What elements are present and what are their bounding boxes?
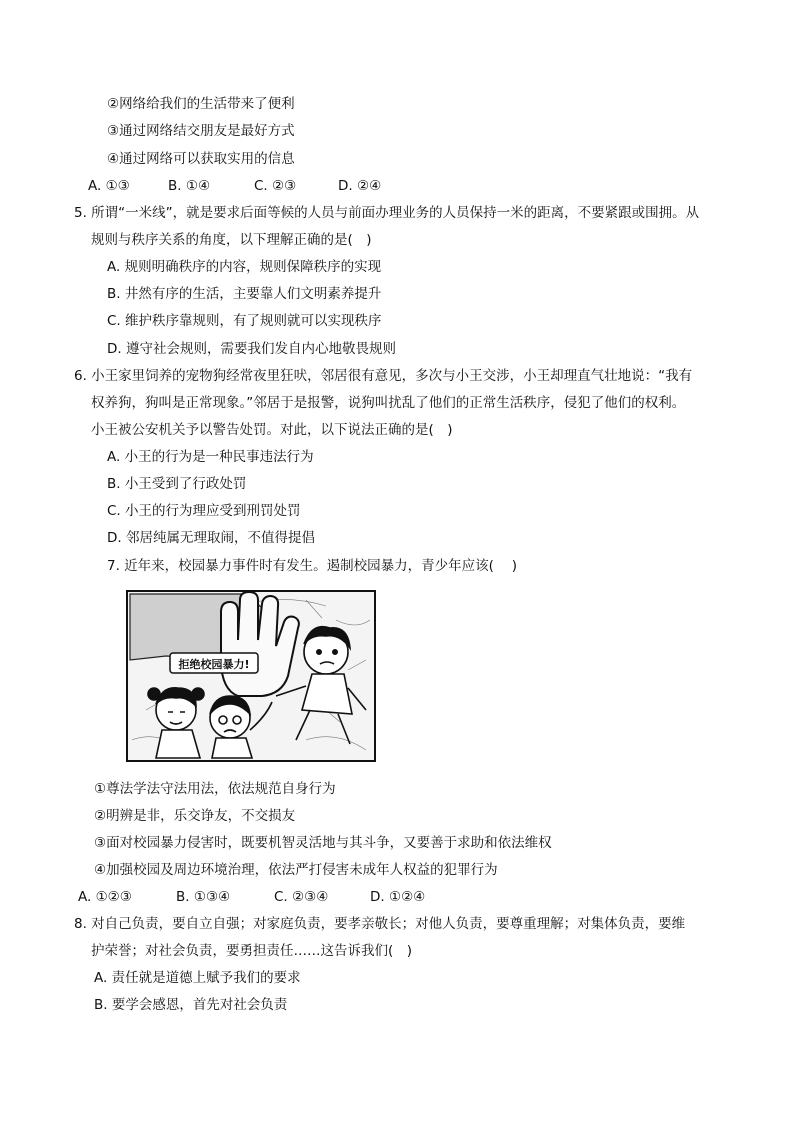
q6-option-d: D. 邻居纯属无理取闹，不值得提倡	[107, 530, 315, 546]
q4-choice-d: D. ②④	[338, 178, 382, 194]
q5-stem-line-1: 5. 所谓“一米线”，就是要求后面等候的人员与前面办理业务的人员保持一米的距离，不要紧跟或围拥。从	[74, 205, 700, 221]
q4-item-4: ④通过网络可以获取实用的信息	[107, 151, 295, 167]
q8-option-a: A. 责任就是道德上赋予我们的要求	[94, 970, 301, 986]
q4-item-2: ②网络给我们的生活带来了便利	[107, 96, 295, 112]
q8-option-b: B. 要学会感恩，首先对社会负责	[94, 997, 288, 1013]
slogan-text: 拒绝校园暴力!	[178, 658, 250, 671]
q4-choice-a: A. ①③	[88, 178, 130, 194]
q4-choices	[88, 176, 381, 196]
q6-option-a: A. 小王的行为是一种民事违法行为	[107, 449, 314, 465]
q6-stem-line-1: 6. 小王家里饲养的宠物狗经常夜里狂吠，邻居很有意见，多次与小王交涉，小王却理直气壮地说：“我有	[74, 368, 693, 384]
q5-option-c: C. 维护秩序靠规则，有了规则就可以实现秩序	[107, 313, 382, 329]
q7-item-4: ④加强校园及周边环境治理，依法严打侵害未成年人权益的犯罪行为	[94, 862, 498, 878]
q7-choice-b: B. ①③④	[176, 889, 231, 905]
q4-choice-c: C. ②③	[254, 178, 297, 194]
q7-choices	[78, 887, 425, 907]
q8-stem-line-2: 护荣誉；对社会负责，要勇担责任……这告诉我们( )	[91, 943, 413, 959]
q7-item-1: ①尊法学法守法用法，依法规范自身行为	[94, 781, 336, 797]
q7-choice-d: D. ①②④	[370, 889, 426, 905]
school-violence-cartoon	[126, 590, 376, 762]
q8-stem-line-1: 8. 对自己负责，要自立自强；对家庭负责，要孝亲敬长；对他人负责，要尊重理解；对集体负责，要维	[74, 916, 686, 932]
q7-stem: 7. 近年来，校园暴力事件时有发生。遏制校园暴力，青少年应该( )	[107, 558, 517, 574]
q4-choice-b: B. ①④	[168, 178, 211, 194]
q5-option-b: B. 井然有序的生活，主要靠人们文明素养提升	[107, 286, 382, 302]
q7-item-3: ③面对校园暴力侵害时，既要机智灵活地与其斗争，又要善于求助和依法维权	[94, 835, 552, 851]
q6-stem-line-2: 权养狗，狗叫是正常现象。”邻居于是报警，说狗叫扰乱了他们的正常生活秩序，侵犯了他们的权利。	[91, 395, 686, 411]
q7-choice-c: C. ②③④	[274, 889, 329, 905]
q7-choice-a: A. ①②③	[78, 889, 132, 905]
q5-option-a: A. 规则明确秩序的内容，规则保障秩序的实现	[107, 259, 382, 275]
q5-option-d: D. 遵守社会规则，需要我们发自内心地敬畏规则	[107, 341, 396, 357]
q6-stem-line-3: 小王被公安机关予以警告处罚。对此，以下说法正确的是( )	[91, 422, 453, 438]
q6-option-b: B. 小王受到了行政处罚	[107, 476, 247, 492]
q4-item-3: ③通过网络结交朋友是最好方式	[107, 123, 295, 139]
q6-option-c: C. 小王的行为理应受到刑罚处罚	[107, 503, 301, 519]
q7-item-2: ②明辨是非，乐交诤友，不交损友	[94, 808, 296, 824]
q5-stem-line-2: 规则与秩序关系的角度，以下理解正确的是( )	[91, 232, 372, 248]
